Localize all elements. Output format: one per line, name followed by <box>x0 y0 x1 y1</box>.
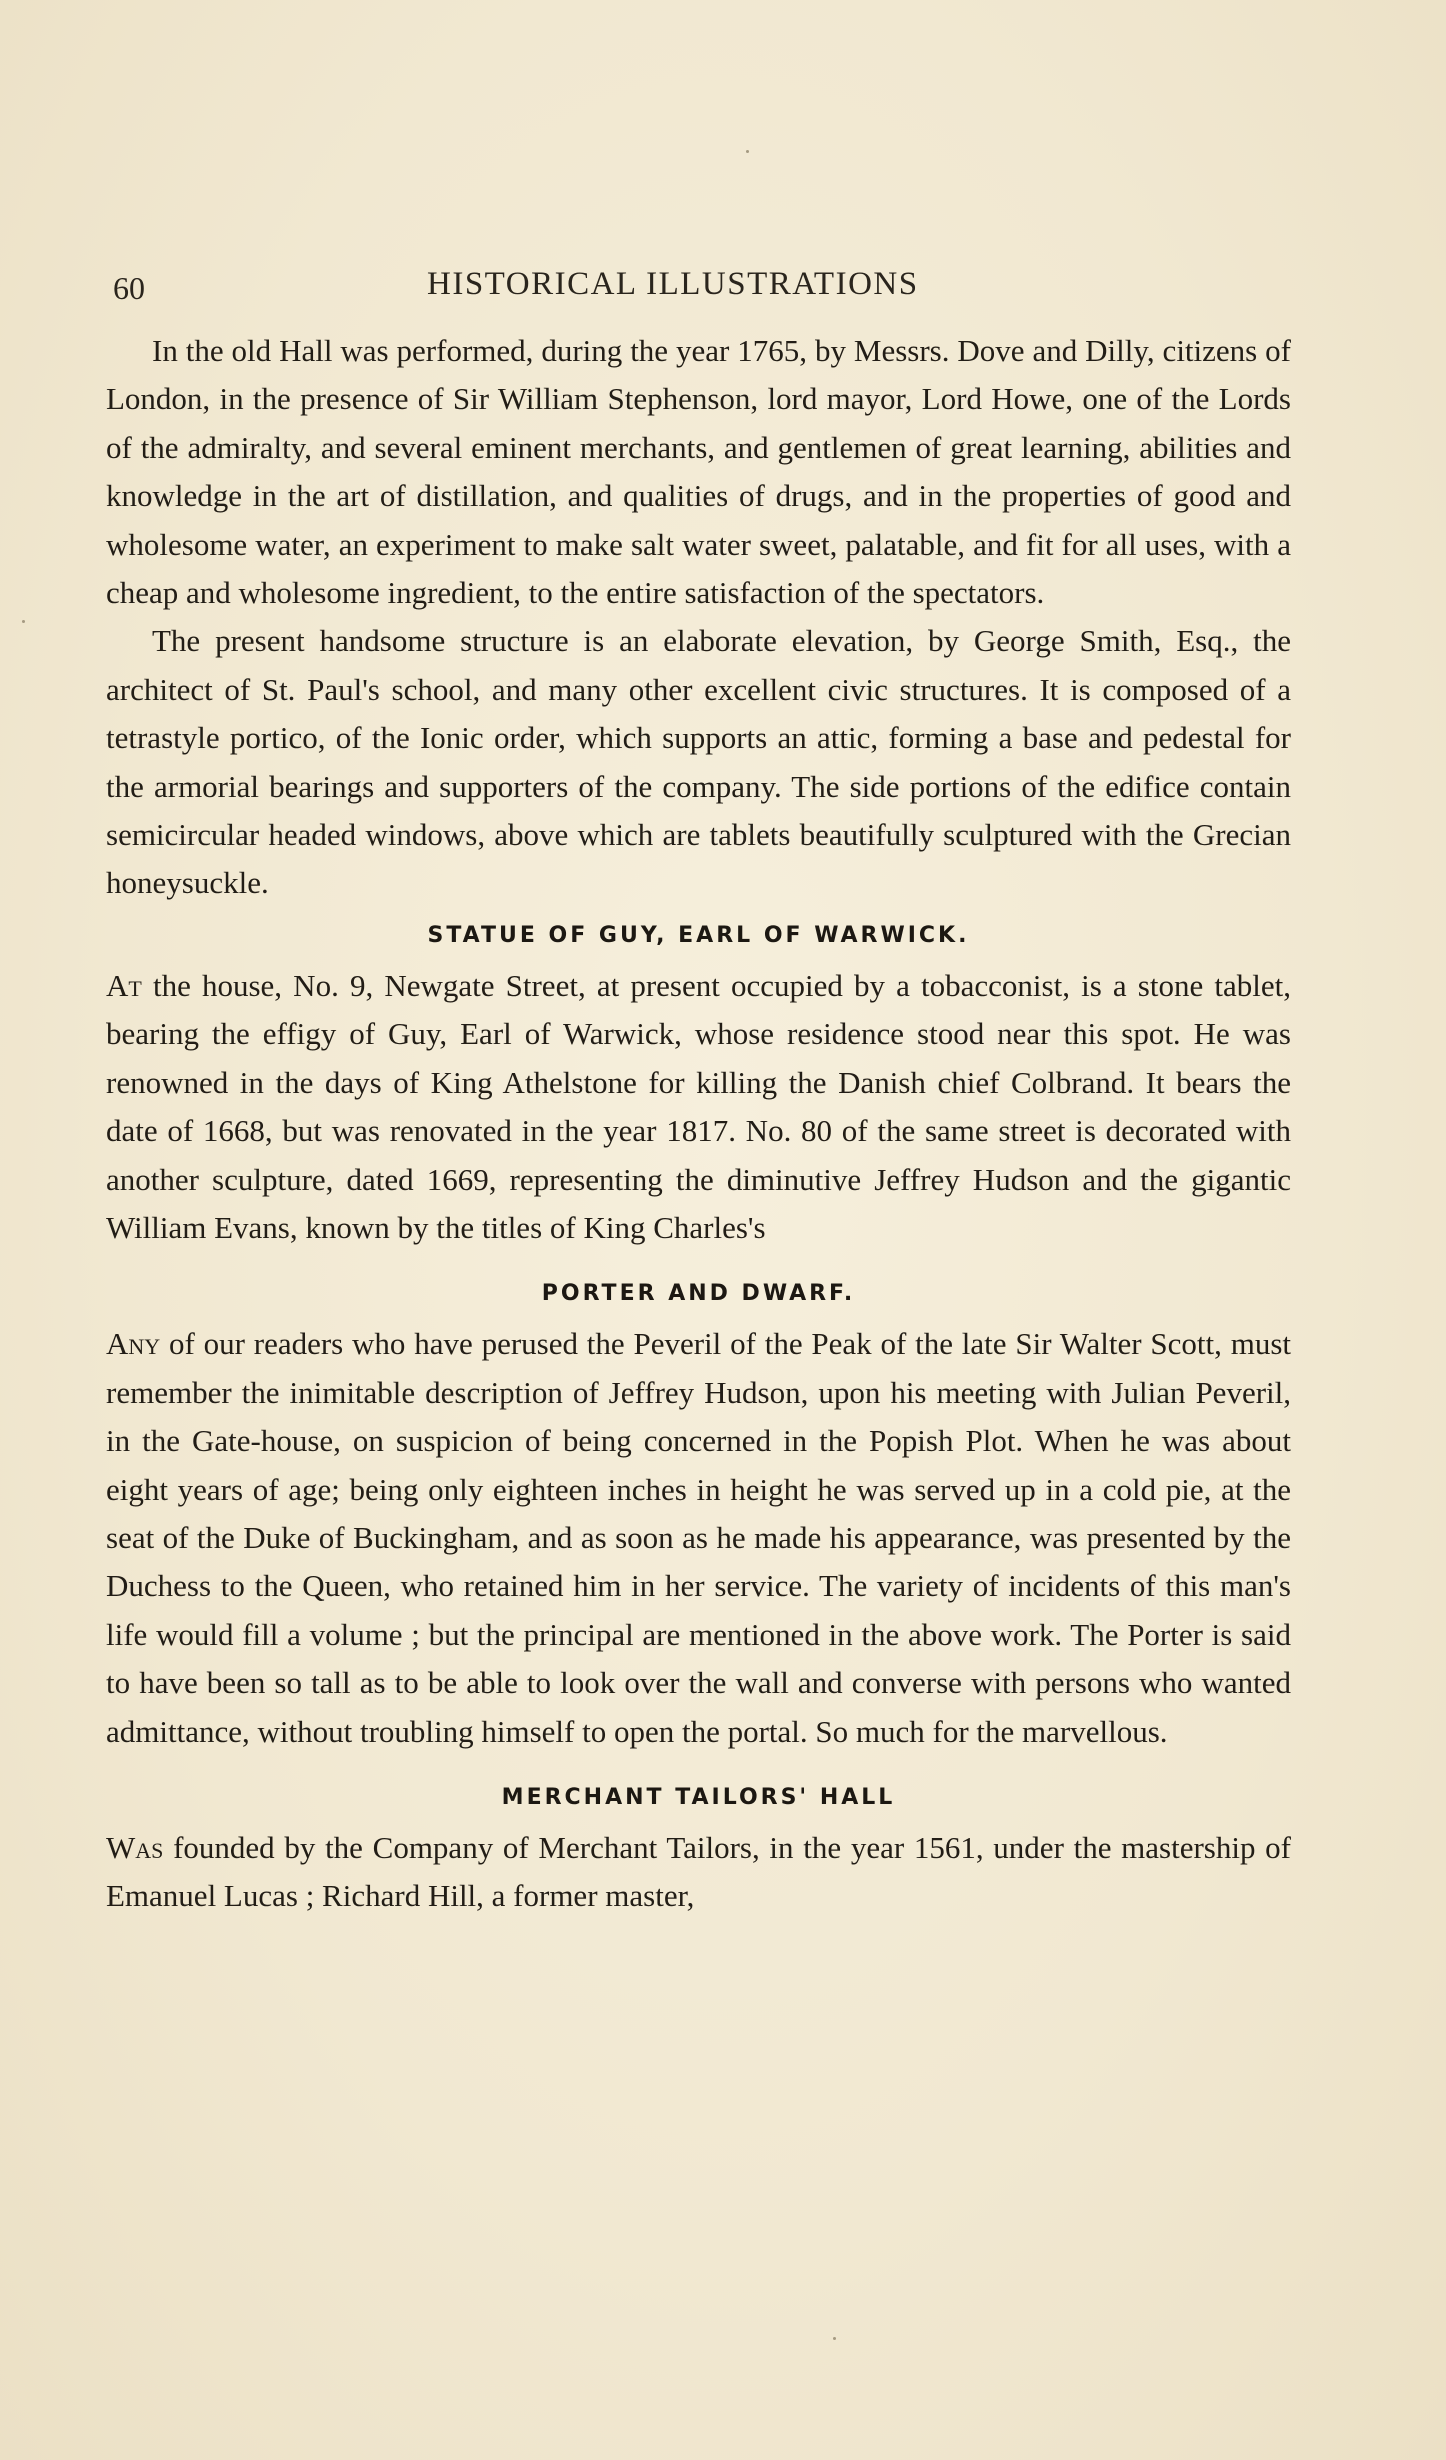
section-heading-merchant: MERCHANT TAILORS' HALL <box>501 1784 896 1810</box>
paragraph-merchant <box>106 1824 1291 1921</box>
paragraph-old-hall: In the old Hall was performed, during the year 1765, by Messrs. Dove and Dilly, citizens of London, in the presence of Sir William Stephenson, lord mayor, Lord Howe, one of the Lords of the admiralty, and several eminent merchants, and gentlemen of great learning, abilities and knowledge in the art of distillation, and qualities of drugs, and in the properties of good and wholesome water, an experiment to make salt water sweet, palatable, and fit for all uses, with a cheap and wholesome ingredient, to the entire satisfaction of the spectators. <box>106 333 1291 611</box>
page-body <box>106 327 1291 1921</box>
paragraph-present-structure: The present handsome structure is an elaborate elevation, by George Smith, Esq., the architect of St. Paul's school, and many other excellent civic structures. It is composed of a tetrastyle portico, of the Ionic order, which supports an attic, forming a base and pedestal for the armorial bearings and supporters of the company. The side portions of the edifice contain semicircular headed windows, above which are tablets beautifully sculptured with the Grecian honeysuckle. <box>106 623 1291 901</box>
page-header <box>113 258 1353 308</box>
paragraph-text: the house, No. 9, Newgate Street, at present occupied by a tobacconist, is a stone tablet, bearing the effigy of Guy, Earl of Warwick, whose residence stood near this spot. He was renowned in the days of King Athelstone for killing the Danish chief Colbrand. It bears the date of 1668, but was renovated in the year 1817. No. 80 of the same street is decorated with another sculpture, dated 1669, representing the diminutive Jeffrey Hudson and the gigantic William Evans, known by the titles of King Charles's <box>106 967 1291 1245</box>
running-title: HISTORICAL ILLUSTRATIONS <box>427 266 919 302</box>
lead-word: Was <box>106 1829 164 1865</box>
paper-speck <box>746 150 749 153</box>
paragraph-text: of our readers who have perused the Peveril of the Peak of the late Sir Walter Scott, must remember the inimitable description of Jeffrey Hudson, upon his meeting with Julian Peveril, in the Gate-house, on suspicion of being concerned in the Popish Plot. When he was about eight years of age; being only eighteen inches in height he was served up in a cold pie, at the seat of the Duke of Buckingham, and as soon as he made his appearance, was presented by the Duchess to the Queen, who retained him in her service. The variety of incidents of this man's life would fill a volume ; but the principal are mentioned in the above work. The Porter is said to have been so tall as to be able to look over the wall and converse with persons who wanted admittance, without troubling himself to open the portal. So much for the marvellous. <box>106 1326 1291 1749</box>
paragraph-porter <box>106 1320 1291 1756</box>
lead-word: Any <box>106 1326 161 1362</box>
section-heading-porter: PORTER AND DWARF. <box>541 1281 856 1307</box>
section-heading-statue: STATUE OF GUY, EARL OF WARWICK. <box>427 922 970 948</box>
lead-word: At <box>106 967 142 1003</box>
page-number: 60 <box>113 270 145 306</box>
paper-speck <box>22 620 25 623</box>
paper-speck <box>833 2337 836 2340</box>
paragraph-text: founded by the Company of Merchant Tailors, in the year 1561, under the mastership of Emanuel Lucas ; Richard Hill, a former master, <box>106 1829 1291 1914</box>
paragraph-statue <box>106 962 1291 1252</box>
